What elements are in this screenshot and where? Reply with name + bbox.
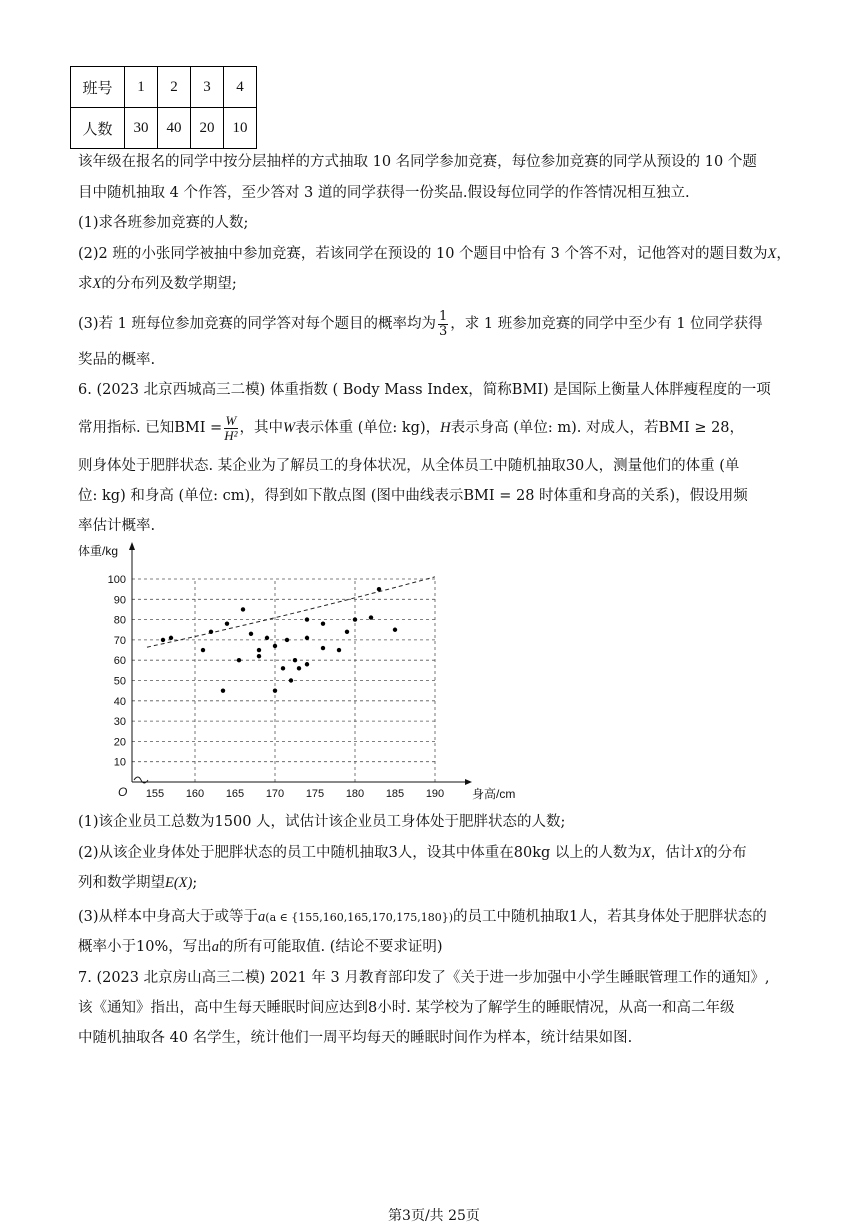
x-tick-label: 185 bbox=[385, 788, 405, 800]
data-point bbox=[305, 662, 309, 666]
y-tick-label: 10 bbox=[113, 756, 126, 769]
q5-part3-line2: 奖品的概率. bbox=[78, 352, 156, 368]
q6-line1: 6. (2023 北京西城高三二模) 体重指数 ( Body Mass Index，简称BMI) 是国际上衡量人体胖瘦程度的一项 bbox=[78, 382, 771, 398]
data-point bbox=[321, 621, 325, 625]
data-point bbox=[265, 636, 269, 640]
variable-a: a bbox=[211, 939, 219, 955]
q5-part3-line1 bbox=[78, 306, 763, 342]
q6-part1: (1)该企业员工总数为1500 人，试估计该企业员工身体处于肥胖状态的人数; bbox=[78, 814, 566, 830]
q6-part2-text: 的分布 bbox=[703, 845, 747, 861]
variable-w: W bbox=[283, 420, 296, 436]
fraction-denominator: 3 bbox=[438, 323, 448, 339]
variable-x: X bbox=[694, 845, 704, 861]
q7-line1: 7. (2023 北京房山高三二模) 2021 年 3 月教育部印发了《关于进一步加强中小学生睡眠管理工作的通知》, bbox=[78, 970, 770, 986]
data-point bbox=[285, 638, 289, 642]
q6-part3-text: 的员工中随机抽取1人，若其身体处于肥胖状态的 bbox=[453, 909, 767, 925]
table-cell: 2 bbox=[158, 67, 191, 108]
variable-h: H bbox=[440, 420, 451, 436]
q6-line5: 率估计概率. bbox=[78, 518, 156, 534]
y-tick-label: 100 bbox=[107, 574, 126, 586]
q6-part2-text: (2)从该企业身体处于肥胖状态的员工中随机抽取3人，设其中体重在80kg 以上的人数为 bbox=[78, 845, 642, 861]
q6-line4: 位: kg) 和身高 (单位: cm)，得到如下散点图 (图中曲线表示BMI = 28 时体重和身高的关系)，假设用频 bbox=[78, 488, 748, 504]
q5-part2-text2: 求 bbox=[78, 276, 93, 292]
q5-part3-text2: ，求 1 班参加竞赛的同学中至少有 1 位同学获得 bbox=[450, 316, 763, 332]
x-tick-label: 175 bbox=[305, 788, 325, 800]
bmi-28-curve bbox=[147, 577, 435, 647]
y-tick-label: 20 bbox=[113, 736, 126, 749]
x-tick-label: 180 bbox=[345, 788, 365, 800]
y-tick-label: 90 bbox=[113, 594, 126, 607]
table-cell: 3 bbox=[191, 67, 224, 108]
q6-part2-text: ，估计 bbox=[650, 845, 695, 861]
q5-intro-line1: 该年级在报名的同学中按分层抽样的方式抽取 10 名同学参加竞赛，每位参加竞赛的同学从预设的 10 个题 bbox=[78, 154, 757, 170]
q6-line3: 则身体处于肥胖状态. 某企业为了解员工的身体状况，从全体员工中随机抽取30人，测量他们的体重 (单 bbox=[78, 458, 740, 474]
q6-part3-line2 bbox=[78, 937, 443, 957]
x-tick-label: 155 bbox=[145, 788, 165, 800]
y-tick-label: 80 bbox=[113, 614, 126, 627]
variable-a: a bbox=[258, 909, 266, 925]
q6-part3-text: 概率小于10%，写出 bbox=[78, 939, 212, 955]
fraction-numerator: 1 bbox=[438, 308, 448, 324]
data-point bbox=[321, 646, 325, 650]
data-point bbox=[201, 648, 205, 652]
bmi-scatter-chart bbox=[70, 540, 530, 805]
q6-part2-text: 列和数学期望 bbox=[78, 875, 165, 891]
bmi-fraction bbox=[224, 414, 237, 443]
table-cell: 1 bbox=[125, 67, 158, 108]
q5-part2-text: (2)2 班的小张同学被抽中参加竞赛，若该同学在预设的 10 个题目中恰有 3 个答不对，记他答对的题目数为 bbox=[78, 246, 768, 262]
data-point bbox=[293, 658, 297, 662]
q6-text: ，其中 bbox=[239, 420, 284, 436]
y-tick-label: 30 bbox=[113, 716, 126, 729]
fraction-denominator: H² bbox=[224, 427, 238, 443]
q7-line2: 该《通知》指出，高中生每天睡眠时间应达到8小时. 某学校为了解学生的睡眠情况，从高一和高二年级 bbox=[78, 1000, 735, 1016]
data-point bbox=[237, 658, 241, 662]
expectation-ex: E(X) bbox=[165, 875, 193, 891]
q6-text: 常用指标. 已知BMI = bbox=[78, 420, 223, 436]
x-tick-label: 170 bbox=[265, 788, 285, 800]
data-point bbox=[273, 644, 277, 648]
q5-part2-line1 bbox=[78, 244, 791, 264]
x-tick-label: 190 bbox=[425, 788, 445, 800]
data-point bbox=[377, 587, 381, 591]
q5-part1: (1)求各班参加竞赛的人数; bbox=[78, 215, 249, 231]
data-point bbox=[257, 648, 261, 652]
y-tick-label: 60 bbox=[113, 655, 126, 668]
data-point bbox=[305, 636, 309, 640]
q5-part2-text3: 的分布列及数学期望; bbox=[101, 276, 237, 292]
fraction-numerator: W bbox=[225, 412, 237, 428]
q7-line3: 中随机抽取各 40 名学生，统计他们一周平均每天的睡眠时间作为样本，统计结果如图. bbox=[78, 1030, 633, 1046]
data-point bbox=[169, 636, 173, 640]
data-point bbox=[209, 630, 213, 634]
q6-part3-line1 bbox=[78, 907, 767, 928]
q6-part3-text: 的所有可能取值. (结论不要求证明) bbox=[218, 939, 443, 955]
q6-text: 表示体重 (单位: kg)， bbox=[295, 420, 441, 436]
y-tick-label: 40 bbox=[113, 695, 126, 708]
variable-x: X bbox=[92, 276, 102, 292]
q5-part2-line2 bbox=[78, 274, 237, 294]
q6-part2-line2 bbox=[78, 873, 197, 893]
data-point bbox=[305, 617, 309, 621]
data-point bbox=[353, 617, 357, 621]
table-cell: 班号 bbox=[71, 67, 125, 108]
variable-x: X bbox=[641, 845, 651, 861]
q5-part3-text: (3)若 1 班每位参加竞赛的同学答对每个题目的概率均为 bbox=[78, 316, 436, 332]
chart-layer bbox=[78, 542, 515, 801]
q6-part2-line1 bbox=[78, 843, 747, 863]
y-tick-label: 50 bbox=[113, 675, 126, 688]
data-point bbox=[289, 678, 293, 682]
y-axis-label: 体重/kg bbox=[78, 544, 119, 558]
x-tick-label: 165 bbox=[225, 788, 245, 800]
class-size-table bbox=[70, 66, 257, 149]
data-point bbox=[249, 632, 253, 636]
data-point bbox=[393, 628, 397, 632]
data-point bbox=[297, 666, 301, 670]
q6-part3-text: (3)从样本中身高大于或等于 bbox=[78, 909, 259, 925]
table-cell: 20 bbox=[191, 108, 224, 149]
data-point bbox=[225, 621, 229, 625]
punct: ， bbox=[776, 246, 791, 262]
data-point bbox=[345, 630, 349, 634]
table-cell: 10 bbox=[224, 108, 257, 149]
origin-label: O bbox=[118, 785, 128, 799]
data-point bbox=[257, 654, 261, 658]
data-point bbox=[369, 615, 373, 619]
variable-x: X bbox=[767, 246, 777, 262]
x-tick-label: 160 bbox=[185, 788, 205, 800]
page-footer: 第3页/共 25页 bbox=[388, 1208, 480, 1224]
table-row bbox=[71, 108, 257, 149]
data-point bbox=[273, 688, 277, 692]
q6-line2 bbox=[78, 410, 744, 446]
y-tick-label: 70 bbox=[113, 634, 126, 647]
data-point bbox=[337, 648, 341, 652]
table-cell: 4 bbox=[224, 67, 257, 108]
x-axis-arrow bbox=[465, 779, 472, 785]
y-axis-arrow bbox=[129, 542, 135, 550]
fraction-one-third bbox=[438, 310, 448, 339]
table-row bbox=[71, 67, 257, 108]
data-point bbox=[241, 607, 245, 611]
data-point bbox=[281, 666, 285, 670]
q5-intro-line2: 目中随机抽取 4 个作答，至少答对 3 道的同学获得一份奖品.假设每位同学的作答情况相互独立. bbox=[78, 185, 690, 201]
punct: ; bbox=[192, 875, 198, 891]
set-condition: (a ∈ {155,160,165,170,175,180}) bbox=[265, 911, 454, 924]
table-cell: 30 bbox=[125, 108, 158, 149]
data-point bbox=[161, 638, 165, 642]
table-cell: 人数 bbox=[71, 108, 125, 149]
q6-text: 表示身高 (单位: m). 对成人，若BMI ≥ 28， bbox=[450, 420, 745, 436]
data-point bbox=[221, 688, 225, 692]
table-cell: 40 bbox=[158, 108, 191, 149]
x-axis-label: 身高/cm bbox=[472, 787, 516, 801]
